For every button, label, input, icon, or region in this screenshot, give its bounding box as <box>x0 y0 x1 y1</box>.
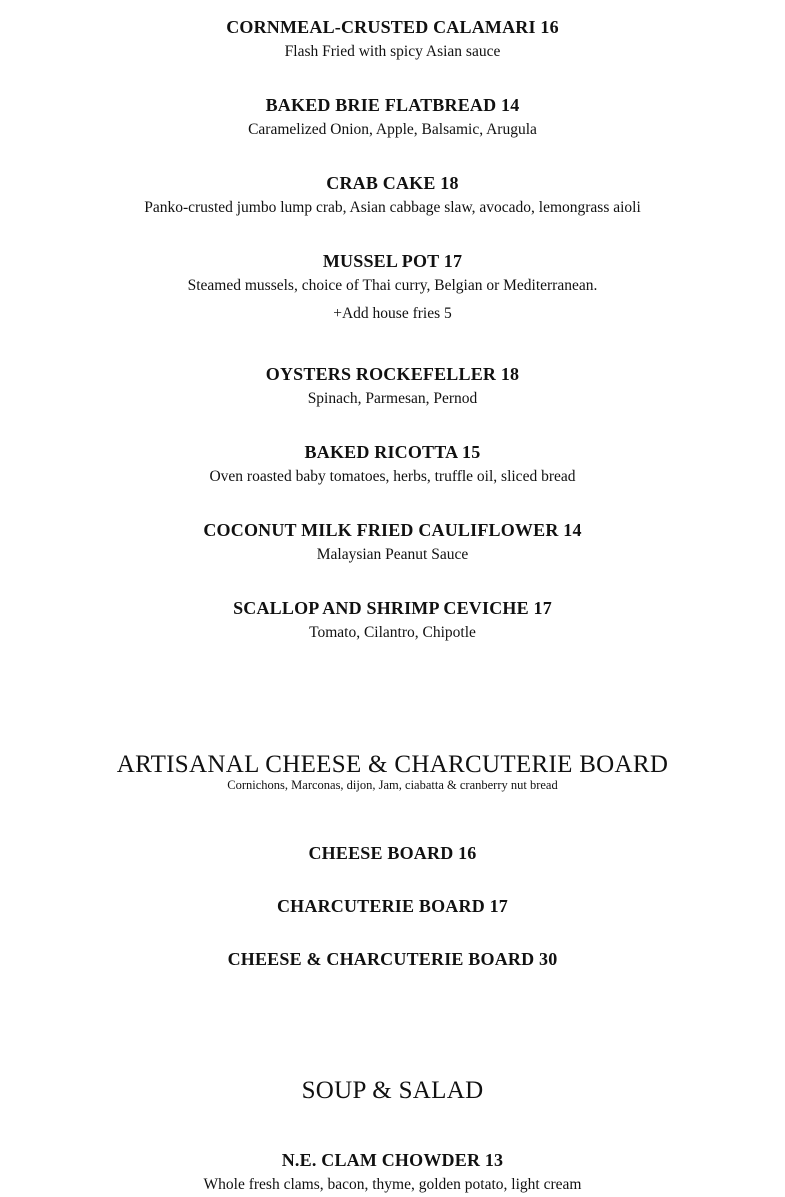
menu-item-description: Steamed mussels, choice of Thai curry, Belgian or Mediterranean. <box>187 277 598 294</box>
section-title: ARTISANAL CHEESE & CHARCUTERIE BOARD <box>116 751 669 778</box>
menu-item-name: BAKED BRIE FLATBREAD 14 <box>265 95 520 115</box>
menu-item-description: Spinach, Parmesan, Pernod <box>307 390 478 407</box>
menu-item-description: Oven roasted baby tomatoes, herbs, truffle oil, sliced bread <box>209 468 576 485</box>
menu-item-description: Caramelized Onion, Apple, Balsamic, Arugula <box>248 121 537 138</box>
menu-item-name: OYSTERS ROCKEFELLER 18 <box>265 364 520 384</box>
menu-item-description: Flash Fried with spicy Asian sauce <box>284 43 501 60</box>
menu-item-name: SCALLOP AND SHRIMP CEVICHE 17 <box>233 598 552 618</box>
menu-item-name: CHEESE BOARD 16 <box>308 843 477 863</box>
menu-item-name: MUSSEL POT 17 <box>322 251 463 271</box>
section-title: SOUP & SALAD <box>301 1077 484 1104</box>
menu-item-description: Malaysian Peanut Sauce <box>316 546 469 563</box>
menu-item-name: CRAB CAKE 18 <box>326 173 459 193</box>
menu-item-name: CORNMEAL-CRUSTED CALAMARI 16 <box>226 17 559 37</box>
menu-item-name: N.E. CLAM CHOWDER 13 <box>281 1150 504 1170</box>
menu-item-description: Whole fresh clams, bacon, thyme, golden potato, light cream <box>203 1176 582 1193</box>
section-subtitle: Cornichons, Marconas, dijon, Jam, ciabatta & cranberry nut bread <box>227 778 558 792</box>
menu-item-addon: +Add house fries 5 <box>333 305 452 322</box>
menu-item-name: BAKED RICOTTA 15 <box>304 442 481 462</box>
menu-item-name: COCONUT MILK FRIED CAULIFLOWER 14 <box>203 520 582 540</box>
menu-item-description: Panko-crusted jumbo lump crab, Asian cabbage slaw, avocado, lemongrass aioli <box>144 199 641 216</box>
menu-item-name: CHEESE & CHARCUTERIE BOARD 30 <box>227 949 558 969</box>
menu-item-name: CHARCUTERIE BOARD 17 <box>276 896 509 916</box>
menu-item-description: Tomato, Cilantro, Chipotle <box>309 624 476 641</box>
